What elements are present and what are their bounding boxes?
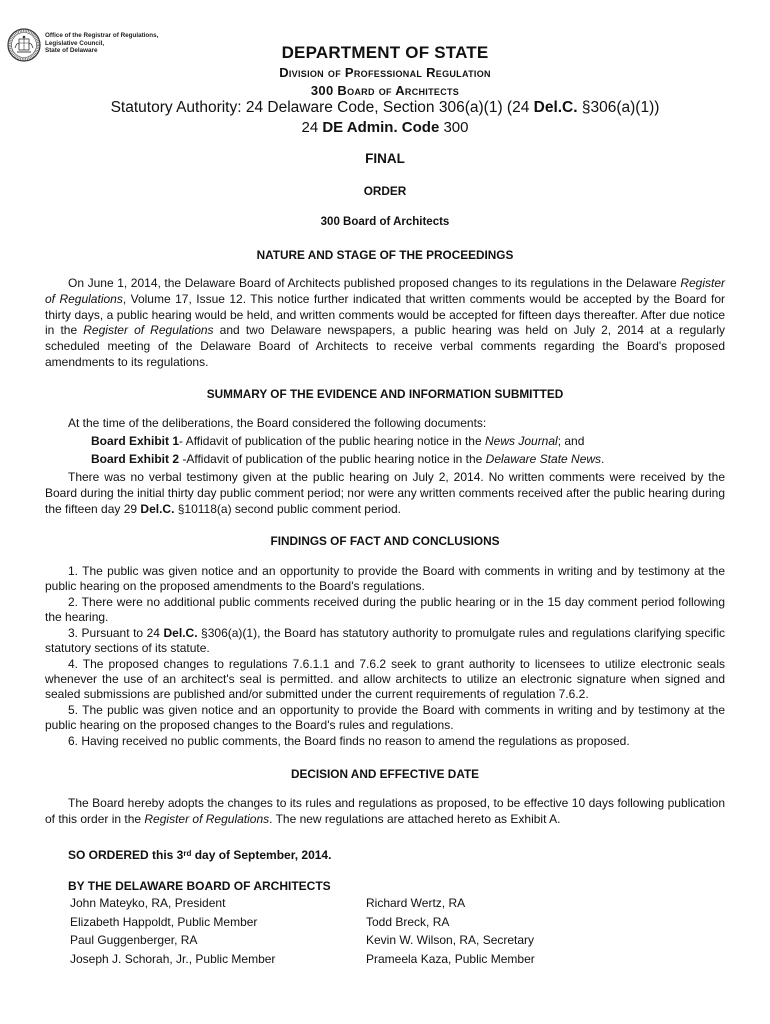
- summary-text-a: There was no verbal testimony given at the public hearing on July 2, 2014. No written comments were received by the Board during the initial thirty day public comment period; nor were any written comments received after the public hearing during the fifteen day 29: [45, 470, 725, 516]
- so-ordered-sup: rd: [183, 849, 192, 858]
- nature-text-2: , Volume 17, Issue 12. This notice further indicated that written comments would be accepted by the Board for thirty days, a public hearing would be held, and written comments would be accepted for fifteen days thereafter. After due notice in the: [45, 291, 726, 338]
- department-title: DEPARTMENT OF STATE: [281, 43, 489, 62]
- authority-section: §306(a)(1)): [577, 99, 660, 116]
- exhibit-2-end: .: [601, 452, 605, 466]
- finding-2: 2. There were no additional public comments received during the public hearing or in the 15 day comment period following the hearing.: [45, 595, 725, 625]
- admin-code-bold: DE Admin. Code: [322, 119, 440, 136]
- division-title: Division of Professional Regulation: [279, 65, 491, 80]
- signatory: Kevin W. Wilson, RA, Secretary: [366, 933, 535, 947]
- summary-heading: SUMMARY OF THE EVIDENCE AND INFORMATION SUBMITTED: [206, 387, 564, 401]
- signatory: Joseph J. Schorah, Jr., Public Member: [70, 951, 276, 966]
- findings-heading: FINDINGS OF FACT AND CONCLUSIONS: [270, 534, 500, 548]
- signatures-left: [70, 894, 275, 968]
- exhibit-1-label: Board Exhibit 1: [91, 434, 180, 448]
- summary-text-b: §10118(a) second public comment period.: [174, 501, 401, 516]
- final-label: FINAL: [365, 151, 405, 166]
- finding-1: 1. The public was given notice and an opportunity to provide the Board with comments in writing and by testimony at the public hearing on the proposed amendments to the Board's regulations.: [45, 564, 725, 594]
- finding-5: 5. The public was given notice and an opportunity to provide the Board with comments in writing and by testimony at the public hearing on the proposed changes to the Board's rules and regulations.: [45, 703, 725, 733]
- decision-paragraph: [45, 796, 725, 828]
- finding-3-pre: 3. Pursuant to 24: [68, 626, 164, 640]
- signatory: Todd Breck, RA: [366, 914, 450, 929]
- finding-3-delc: Del.C.: [163, 626, 198, 640]
- decision-text-a: The Board hereby adopts the changes to its rules and regulations as proposed, to be effective 10 days following publication of this order in the: [45, 796, 725, 826]
- order-title: ORDER: [363, 184, 407, 198]
- exhibit-1: [91, 434, 584, 449]
- finding-3-post: §306(a)(1), the Board has statutory authority to promulgate rules and regulations clarifying specific statutory sections of its statute.: [45, 626, 725, 656]
- board-title: 300 Board of Architects: [310, 83, 460, 98]
- nature-heading: NATURE AND STAGE OF THE PROCEEDINGS: [256, 248, 514, 262]
- so-ordered-pre: SO ORDERED this 3: [68, 848, 184, 862]
- signatures-right: [366, 894, 535, 968]
- exhibit-1-paper: News Journal: [485, 434, 558, 448]
- order-subtitle: 300 Board of Architects: [320, 216, 450, 228]
- decision-text-b: . The new regulations are attached hereto as Exhibit A.: [269, 811, 561, 826]
- signatory: Prameela Kaza, Public Member: [366, 951, 535, 966]
- summary-intro: At the time of the deliberations, the Board considered the following documents:: [68, 416, 487, 430]
- authority-delc: Del.C.: [533, 99, 578, 116]
- signatory: Richard Wertz, RA: [366, 896, 466, 910]
- exhibit-1-text: - Affidavit of publication of the public hearing notice in the: [179, 434, 485, 448]
- signatory: Elizabeth Happoldt, Public Member: [70, 914, 258, 929]
- admin-code: [0, 119, 770, 136]
- office-line: State of Delaware: [45, 47, 98, 55]
- decision-heading: DECISION AND EFFECTIVE DATE: [290, 767, 480, 781]
- statutory-authority: [0, 99, 770, 117]
- summary-delc: Del.C.: [140, 501, 175, 516]
- summary-paragraph: [45, 470, 725, 517]
- admin-code-post: 300: [439, 119, 469, 136]
- office-line: Office of the Registrar of Regulations,: [45, 32, 159, 39]
- finding-4: 4. The proposed changes to regulations 7.6.1.1 and 7.6.2 seek to grant authority to licensees to utilize electronic seals whenever the use of an architect's seal is permitted. and allow architects to utilize an electronic signature when signed and sealed submissions are published and/or submitted under the current requirements of regulation 7.6.2.: [45, 657, 725, 702]
- signatory: Paul Guggenberger, RA: [70, 933, 198, 947]
- nature-register-1: Register of Regulations: [45, 276, 725, 306]
- decision-register: Register of Regulations: [144, 811, 270, 826]
- nature-text-3: and two Delaware newspapers, a public hearing was held on July 2, 2014 at a regularly scheduled meeting of the Delaware Board of Architects to receive verbal comments regarding the Board's proposed amendments to its regulations.: [45, 323, 725, 369]
- signatory: John Mateyko, RA, President: [70, 896, 226, 910]
- exhibit-2-text: -Affidavit of publication of the public hearing notice in the: [179, 452, 486, 466]
- finding-6: 6. Having received no public comments, the Board finds no reason to amend the regulations as proposed.: [68, 734, 630, 748]
- admin-code-pre: 24: [301, 119, 323, 136]
- so-ordered: [68, 848, 331, 863]
- nature-paragraph: [45, 276, 725, 371]
- nature-register-2: Register of Regulations: [83, 323, 214, 338]
- exhibit-2-paper: Delaware State News: [485, 452, 602, 466]
- authority-text: Statutory Authority: 24 Delaware Code, Section 306(a)(1) (24: [110, 99, 534, 116]
- nature-text-1: On June 1, 2014, the Delaware Board of Architects published proposed changes to its regulations in the Delaware: [68, 276, 681, 290]
- office-line: Legislative Council,: [45, 39, 105, 47]
- so-ordered-post: day of September, 2014.: [191, 848, 332, 862]
- finding-3: [45, 626, 725, 656]
- exhibit-1-end: ; and: [557, 434, 585, 448]
- exhibit-2: [91, 452, 604, 467]
- signatures-heading: BY THE DELAWARE BOARD OF ARCHITECTS: [68, 879, 331, 893]
- exhibit-2-label: Board Exhibit 2: [91, 452, 180, 466]
